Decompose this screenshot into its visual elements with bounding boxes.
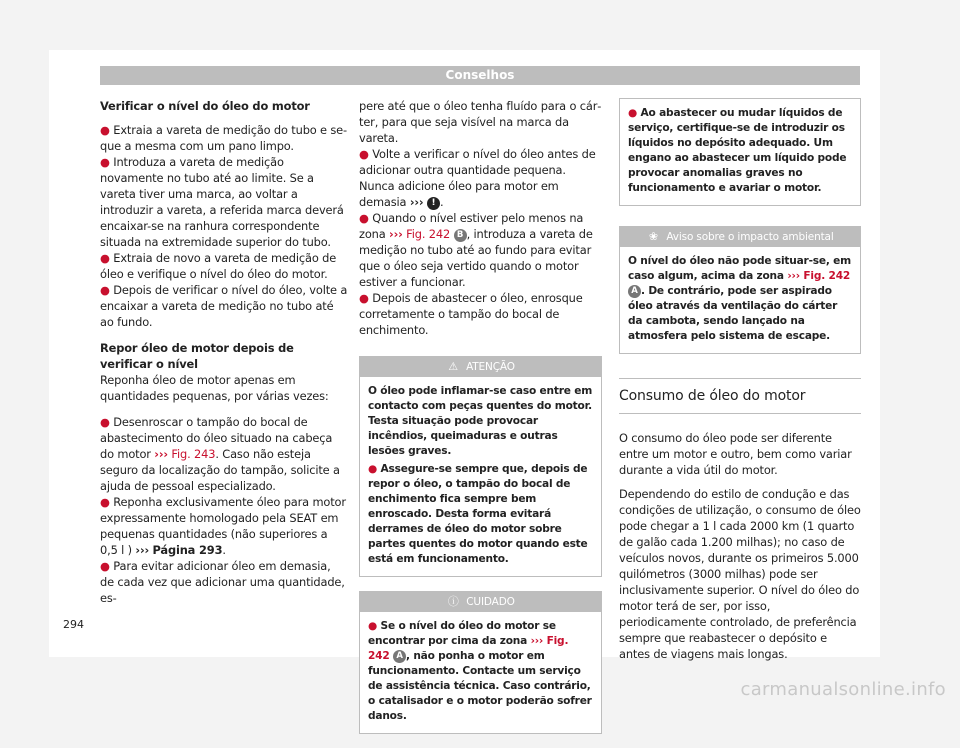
- figure-link[interactable]: Fig. 242: [803, 270, 851, 282]
- bullet-icon: ●: [368, 463, 378, 475]
- page-number: 294: [63, 618, 84, 631]
- bullet-icon: ●: [359, 291, 369, 305]
- list-item: ● Introduza a vareta de medição novamente no tubo até ao limite. Se a vareta tiver uma marca, ao voltar a introduzir a vareta, a referida marca deverá encaixar-se na ranhura correspondente situada na extremidade superior do tubo.: [100, 155, 344, 249]
- column-2: [359, 98, 602, 748]
- bullet-icon: ●: [100, 123, 110, 137]
- paragraph: pere até que o óleo tenha fluído para o cárter, para que seja visível na marca da vareta.: [359, 99, 602, 145]
- arrow-icon: ›››: [389, 227, 403, 241]
- list-item: ● Desenroscar o tampão do bocal de abastecimento do óleo situado na cabeça do motor ››› Fig. 243. Caso não esteja seguro da localização do tampão, solicite a ajuda de pessoal especializado.: [100, 415, 340, 493]
- list-item: ● Depois de abastecer o óleo, enrosque corretamente o tampão do bocal de enchimento.: [359, 291, 583, 337]
- list-item: ● Reponha exclusivamente óleo para motor expressamente homologado pela SEAT em pequenas quantidades (não superiores a 0,5 l ) ››› Página 293.: [100, 495, 346, 557]
- environment-leaf-icon: ❀: [648, 230, 658, 243]
- list-item: ● Depois de verificar o nível do óleo, volte a encaixar a vareta de medição no tubo até ao fundo.: [100, 283, 348, 329]
- list-item: ● Quando o nível estiver pelo menos na zona ››› Fig. 242 B , introduza a vareta de medição no tubo até ao fundo para evitar que o óleo seja vertido quando o motor estiver a funcionar.: [359, 211, 593, 289]
- warning-box-body: [620, 99, 860, 205]
- callout-b-icon: B: [454, 229, 467, 242]
- list-item: ● Extraia de novo a vareta de medição de óleo e verifique o nível do óleo do motor.: [100, 251, 337, 281]
- warning-box: [359, 356, 602, 577]
- bullet-icon: ●: [100, 155, 110, 169]
- section-header: Conselhos: [100, 66, 860, 85]
- paragraph: O consumo do óleo pode ser diferente entre um motor e outro, bem como variar durante a vida útil do motor.: [619, 431, 852, 477]
- callout-a-icon: A: [393, 650, 406, 663]
- bullet-icon: ●: [100, 495, 110, 509]
- bullet-icon: ●: [100, 251, 110, 265]
- watermark: carmanualsonline.info: [740, 679, 946, 700]
- warning-box-body: O óleo pode inflamar-se caso entre em contacto com peças quentes do motor. Testa situação pode provocar incêndios, queimaduras e outras lesões graves. ● Assegure-se sempre que, depois de repor o óleo, o tampão do bocal de enchimento fica sempre bem enroscado. Desta forma evitará derrames de óleo do motor sobre partes quentes do motor quando este está em funcionamento.: [368, 385, 593, 565]
- list-item: ● Volte a verificar o nível do óleo antes de adicionar outra quantidade pequena. Nunca adicione óleo para motor em demasia ››› ! .: [359, 147, 596, 209]
- warning-exclamation-icon[interactable]: !: [427, 197, 440, 210]
- bullet-icon: ●: [359, 147, 369, 161]
- column-3: [619, 98, 861, 670]
- callout-a-icon: A: [628, 285, 641, 298]
- arrow-icon: ›››: [135, 543, 150, 557]
- warning-box-title: ⚠ ATENÇÃO: [360, 357, 601, 377]
- figure-link[interactable]: Fig. 242: [368, 635, 569, 662]
- environment-box-body: O nível do óleo não pode situar-se, em caso algum, acima da zona ››› Fig. 242 A . De contrário, pode ser aspirado óleo através da ventilação do cárter da cambota, sendo lançado na atmosfera pelo sistema de escape.: [628, 255, 852, 342]
- caution-box: [359, 591, 602, 734]
- bullet-icon: ●: [100, 283, 110, 297]
- arrow-icon: ›››: [409, 195, 424, 209]
- list-item: ● Para evitar adicionar óleo em demasia, de cada vez que adicionar uma quantidade, es-: [100, 559, 345, 605]
- list-item: ● Ao abastecer ou mudar líquidos de serviço, certifique-se de introduzir os líquidos no depósito adequado. Um engano ao abastecer um líquido pode provocar anomalias graves no funcionamento e avariar o motor.: [628, 107, 847, 194]
- list-item: ● Se o nível do óleo do motor se encontrar por cima da zona ››› Fig. 242 A , não ponha o motor em funcionamento. Contacte um serviço de assistência técnica. Caso contrário, o catalisador e o motor poderão sofrer danos.: [368, 620, 592, 722]
- arrow-icon: ›››: [787, 270, 800, 282]
- warning-triangle-icon: ⚠: [448, 360, 458, 373]
- bullet-icon: ●: [628, 107, 638, 119]
- environment-box: [619, 226, 861, 354]
- figure-link[interactable]: Fig. 243: [171, 447, 216, 461]
- list-item: ● Extraia a vareta de medição do tubo e seque a mesma com um pano limpo.: [100, 123, 348, 153]
- section-title-oil-consumption: Consumo de óleo do motor: [619, 378, 861, 414]
- bullet-icon: ●: [100, 559, 110, 573]
- caution-box-title: ⓘ CUIDADO: [360, 592, 601, 612]
- arrow-icon: ›››: [154, 447, 168, 461]
- environment-box-title: ❀ Aviso sobre o impacto ambiental: [620, 227, 860, 247]
- caution-box-body: [360, 612, 601, 733]
- figure-link[interactable]: Fig. 242: [406, 227, 451, 241]
- paragraph: Dependendo do estilo de condução e das condições de utilização, o consumo de óleo pode chegar a 1 l cada 2000 km (1 quarto de galão cada 1.200 milhas); no caso de veículos novos, durante os primeiros 5.000 quilómetros (3000 milhas) pode ser inclusivamente superior. O nível do óleo do motor terá de ser, por isso, periodicamente controlado, de preferência sempre que reabastecer o depósito e antes de viagens mais longas.: [619, 487, 861, 661]
- heading-refill-oil: Repor óleo de motor depois de verificar o nível: [100, 341, 294, 371]
- list-item: ● Assegure-se sempre que, depois de repor o óleo, o tampão do bocal de enchimento fica sempre bem enroscado. Desta forma evitará derrames de óleo do motor sobre partes quentes do motor quando este está em funcionamento.: [368, 463, 588, 565]
- bullet-icon: ●: [368, 620, 378, 632]
- bullet-icon: ●: [359, 211, 369, 225]
- paragraph: Reponha óleo de motor apenas em quantidades pequenas, por várias vezes:: [100, 373, 329, 403]
- page-link[interactable]: Página 293: [152, 543, 223, 557]
- heading-check-oil: Verificar o nível do óleo do motor: [100, 99, 310, 113]
- info-circle-icon: ⓘ: [447, 595, 459, 608]
- column-1: [100, 98, 348, 606]
- warning-box-continued: [619, 98, 861, 206]
- bullet-icon: ●: [100, 415, 110, 429]
- arrow-icon: ›››: [530, 635, 544, 647]
